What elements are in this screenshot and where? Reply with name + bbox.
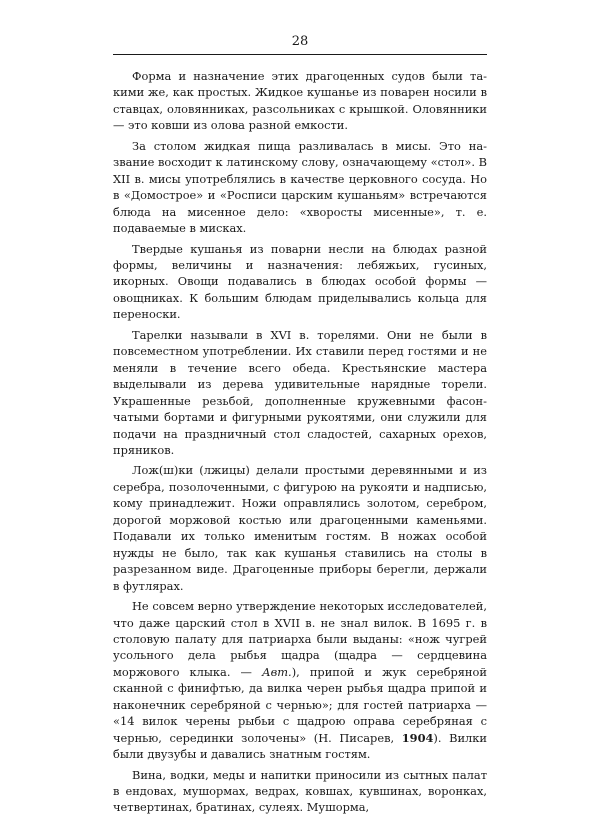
paragraph-platters: Твердые кушанья из поварни несли на блюдах разной формы, величины и назначения: лебяжьих, гусиных, икорных. Овощи подавались в блюдах особой формы — овощниках. К большим блюдам приделывались кольца для переноски. (113, 241, 487, 322)
text-column (113, 68, 487, 816)
forks-text-part-2: ), припой и жук серебряной сканной с финифтью, да вилка черен рыбья щадра припой и наконечник серебряной с чернью»; для гостей патриарха — «14 вилок черены рыбьи с щадрою оправа серебряная с чернью, серединки золочены» (Н. Писарев, (113, 664, 487, 745)
citation-year: 1904 (401, 730, 434, 745)
forks-text-part-3: ). Вилки были двузубы и давались знатным гостям. (113, 730, 487, 762)
paragraph-forks (113, 598, 487, 763)
author-note: Авт. (262, 664, 292, 679)
paragraph-vessels: Форма и назначение этих драгоценных судов были такими же, как простых. Жидкое кушанье из поварен носили в ставцах, оловянниках, разсольниках с крышкой. Оловянники — это ковши из олова разной емкости. (113, 69, 487, 133)
paragraph-spoons-knives: Лож(ш)ки (лжицы) делали простыми деревянными и из серебра, позолоченными, с фигурою на рукояти и надписью, кому принадлежит. Ножи оправлялись золотом, серебром, дорогой моржовой костью или драгоценными каменьями. Подавали их только именитым гостям. В ножах особой нужды не было, так как кушанья ставились на столы в разрезанном виде. Драгоценные приборы берегли, держали в футлярах. (113, 463, 487, 593)
header-rule (113, 54, 487, 55)
page-number: 28 (291, 34, 309, 49)
paragraph-drinks: Вина, водки, меды и напитки приносили из сытных палат в ендовах, мушормах, ведрах, ковшах, кувшинах, воронках, четвертинах, братинах, сулеях. Мушорма, (113, 767, 487, 815)
forks-text-part-1: Не совсем верно утверждение некоторых исследователей, что даже царский стол в XVII в. не знал вилок. В 1695 г. в столовую палату для патриарха были выданы: «нож чугрей усольного дела рыбья щадра (щадра — сердцевина моржового клыка. — (113, 599, 487, 679)
paragraph-bowls: За столом жидкая пища разливалась в мисы. Это название восходит к латинскому слову, означающему «стол». В XII в. мисы употреблялись в качестве церковного сосуда. Но в «Домострое» и «Росписи царским кушаньям» встречаются блюда на мисенное дело: «хворосты мисенные», т. е. подаваемые в мисках. (113, 138, 487, 236)
paragraph-plates: Тарелки называли в XVI в. торелями. Они не были в повсеместном употреблении. Их ставили перед гостями и не меняли в течение всего обеда. Крестьянские мастера выделывали из дерева удивительные нарядные торели. Украшенные резьбой, дополненные кружевными фасончатыми бортами и фигурными рукоятями, они служили для подачи на праздничный стол сладостей, сахарных орехов, пряников. (113, 327, 487, 457)
